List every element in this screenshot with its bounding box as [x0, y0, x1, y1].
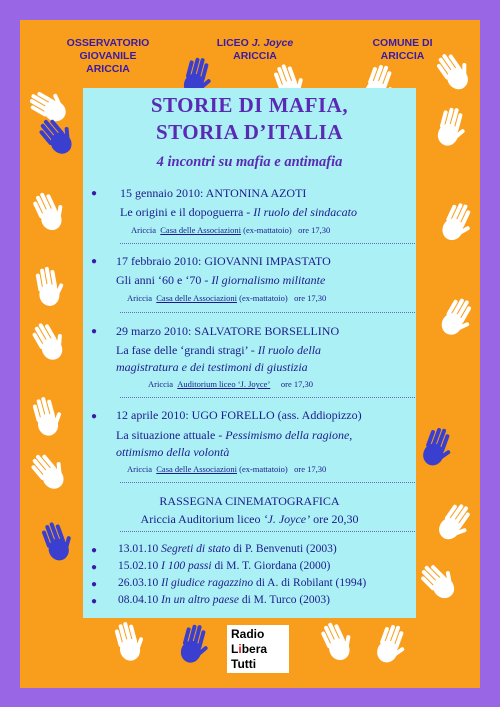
event-heading: 12 aprile 2010: UGO FORELLO (ass. Addiopizzo) [116, 408, 362, 422]
bullet-icon: ● [91, 596, 98, 607]
divider [120, 531, 415, 532]
blue-hand-icon [175, 622, 211, 666]
white-hand-icon [372, 622, 408, 666]
event-description: Gli anni ‘60 e ‘70 - Il giornalismo militante [116, 273, 326, 287]
bullet-icon: ● [91, 411, 98, 422]
event-heading: 15 gennaio 2010: ANTONINA AZOTI [120, 186, 307, 200]
film-item: 08.04.10 In un altro paese di M. Turco (2003) [118, 594, 331, 606]
white-hand-icon [318, 620, 354, 664]
rassegna-venue: Ariccia Auditorium liceo ‘J. Joyce’ ore 20,30 [140, 512, 359, 526]
white-hand-icon [432, 105, 468, 149]
page-title: STORIE DI MAFIA, [150, 93, 349, 117]
event-venue: Ariccia Casa delle Associazioni (ex-mattatoio) ore 17,30 [131, 225, 331, 235]
white-hand-icon [110, 620, 146, 664]
white-hand-icon [420, 560, 456, 604]
white-hand-icon [28, 395, 64, 439]
white-hand-icon [30, 265, 66, 309]
radio-libera-tutti-logo: Radio Libera Tutti [227, 625, 289, 673]
blue-hand-icon [38, 115, 74, 159]
bullet-icon: ● [91, 562, 98, 573]
bullet-icon: ● [91, 545, 98, 556]
divider [120, 482, 415, 483]
divider [120, 312, 415, 313]
white-hand-icon [30, 190, 66, 234]
bullet-icon: ● [91, 579, 98, 590]
event-description: La fase delle ‘grandi stragi’ - Il ruolo della [116, 343, 322, 357]
event-description-cont: magistratura e dei testimoni di giustizia [116, 360, 308, 374]
org-comune: COMUNE DI ARICCIA [372, 37, 433, 62]
event-heading: 29 marzo 2010: SALVATORE BORSELLINO [116, 324, 340, 338]
event-description: Le origini e il dopoguerra - Il ruolo del sindacato [120, 205, 357, 219]
white-hand-icon [436, 500, 472, 544]
white-hand-icon [438, 200, 474, 244]
film-item: 26.03.10 Il giudice ragazzino di A. di Robilant (1994) [118, 577, 367, 589]
page-title-line2: STORIA D’ITALIA [155, 120, 344, 144]
event-description-cont: ottimismo della volontà [116, 445, 230, 459]
event-venue: Ariccia Auditorium liceo ‘J. Joyce’ ore 17,30 [148, 379, 314, 389]
divider [120, 243, 415, 244]
blue-hand-icon [418, 425, 454, 469]
divider [120, 397, 415, 398]
film-item: 15.02.10 I 100 passi di M. T. Giordana (2000) [118, 560, 331, 572]
bullet-icon: ● [91, 188, 98, 199]
bullet-icon: ● [91, 326, 98, 337]
white-hand-icon [30, 320, 66, 364]
event-venue: Ariccia Casa delle Associazioni (ex-mattatoio) ore 17,30 [127, 464, 327, 474]
blue-hand-icon [38, 520, 74, 564]
event-venue: Ariccia Casa delle Associazioni (ex-mattatoio) ore 17,30 [127, 293, 327, 303]
org-osservatorio: OSSERVATORIO GIOVANILE ARICCIA [66, 37, 150, 75]
rassegna-title: RASSEGNA CINEMATOGRAFICA [159, 494, 340, 508]
event-heading: 17 febbraio 2010: GIOVANNI IMPASTATO [116, 254, 331, 268]
event-description: La situazione attuale - Pessimismo della ragione, [116, 428, 353, 442]
bullet-icon: ● [91, 256, 98, 267]
film-item: 13.01.10 Segreti di stato di P. Benvenuti (2003) [118, 543, 337, 555]
org-liceo: LICEO J. Joyce ARICCIA [216, 37, 294, 62]
white-hand-icon [438, 295, 474, 339]
page-subtitle: 4 incontri su mafia e antimafia [156, 154, 343, 170]
white-hand-icon [30, 450, 66, 494]
